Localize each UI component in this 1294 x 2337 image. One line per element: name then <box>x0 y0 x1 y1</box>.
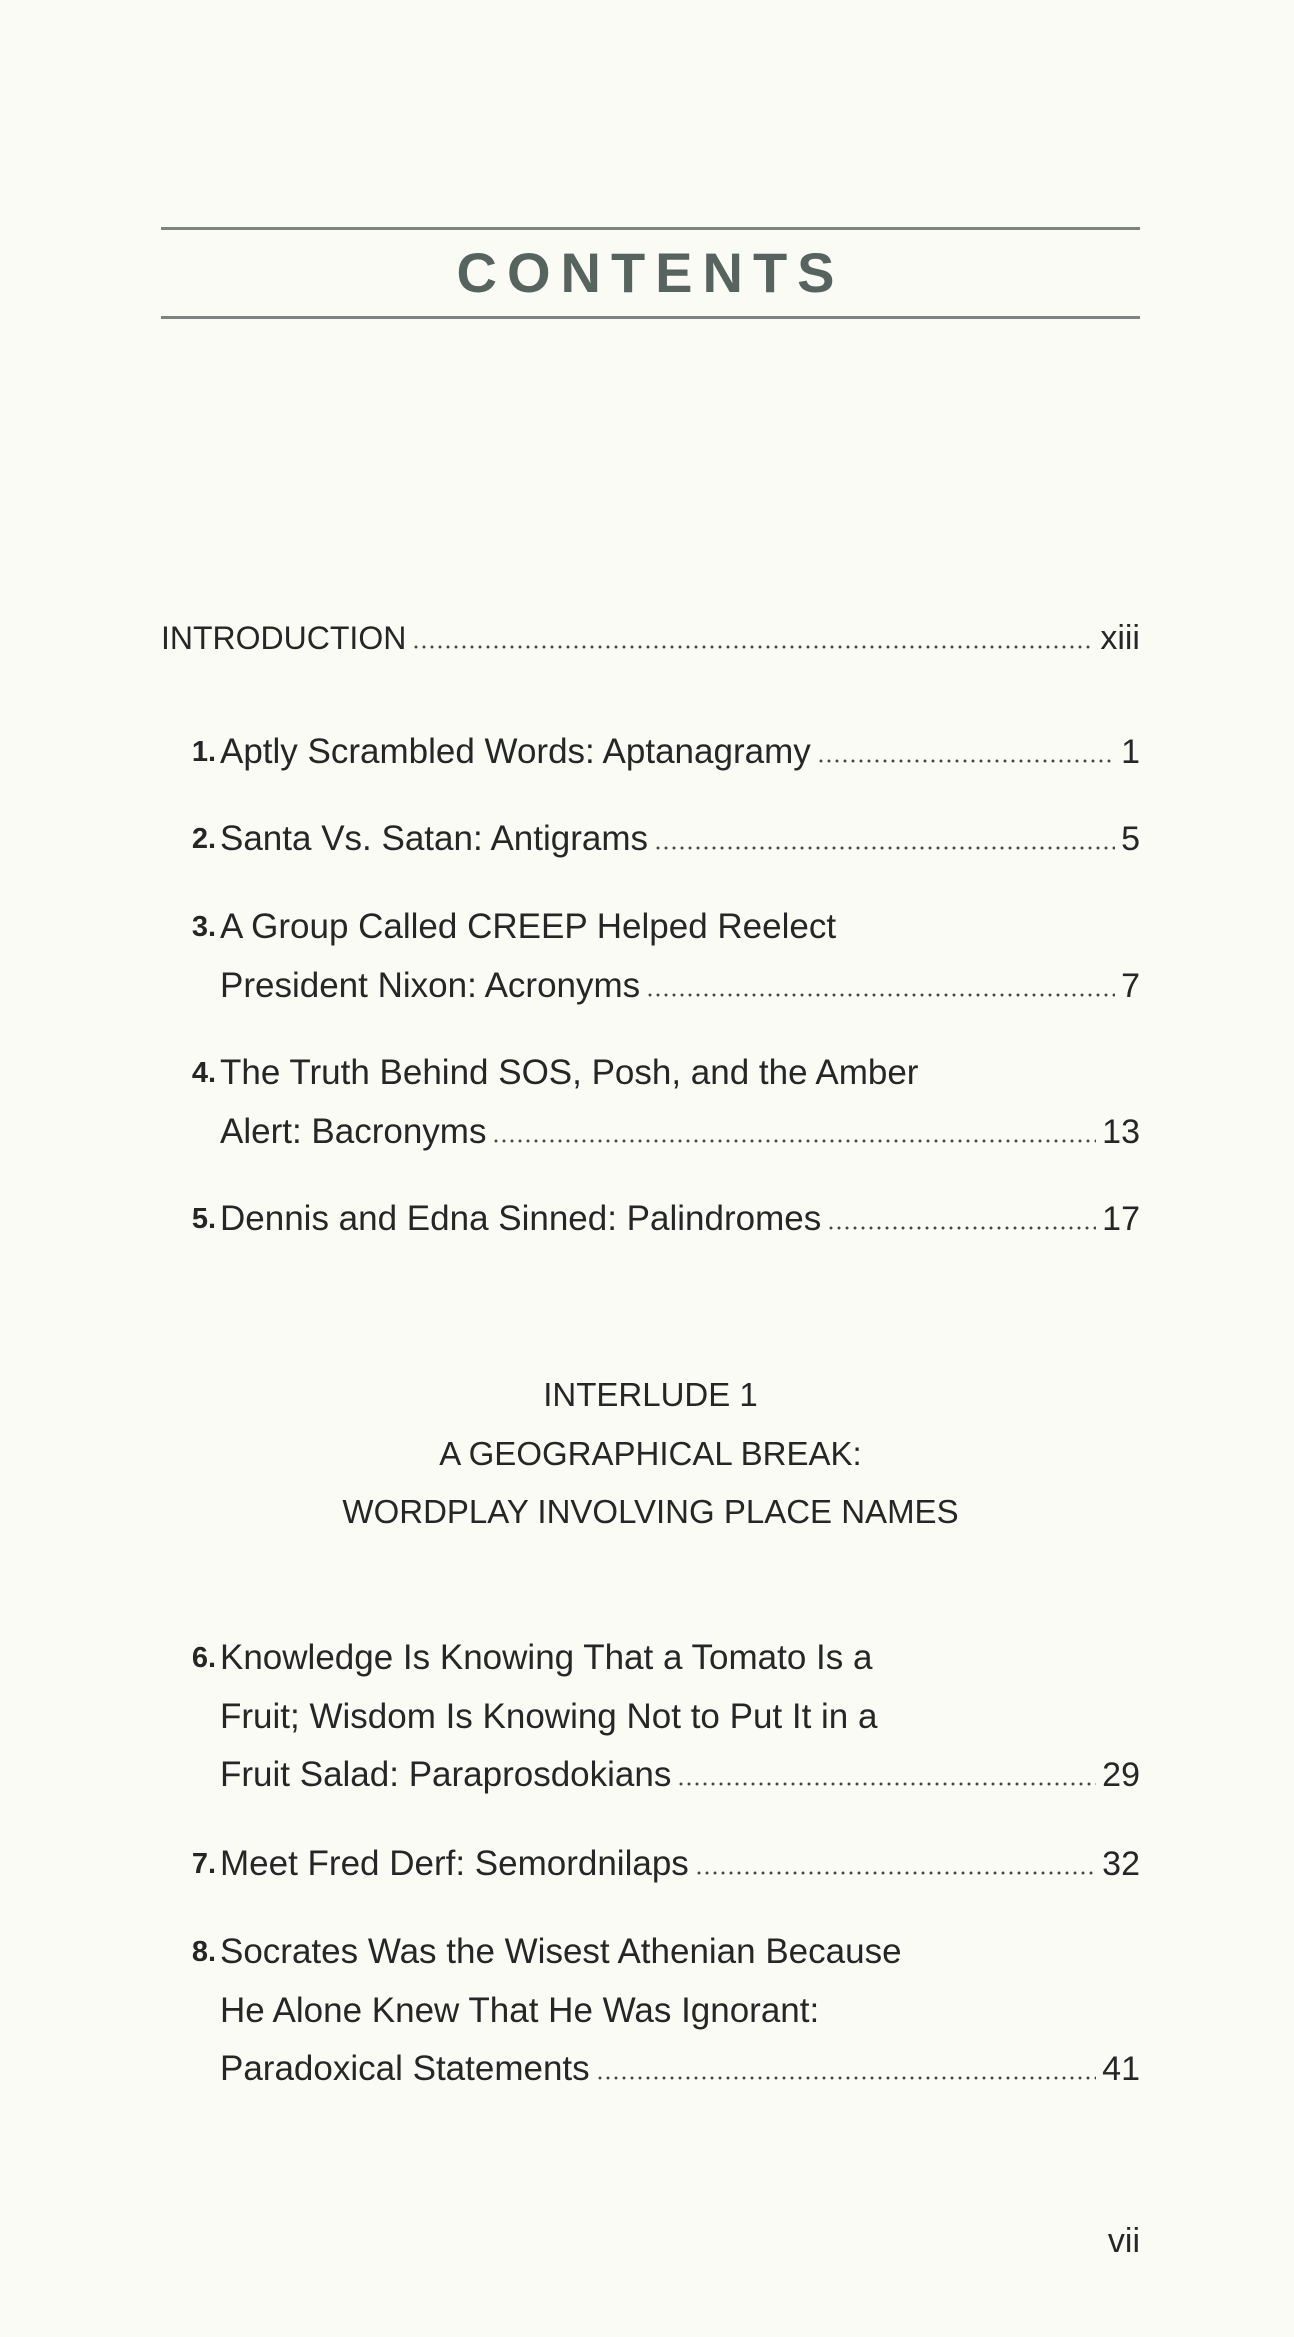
entry-title: He Alone Knew That He Was Ignorant: <box>220 1990 820 2030</box>
entry-page: 41 <box>1102 2050 1140 2088</box>
page-number: vii <box>1107 2222 1140 2260</box>
entry-page: 32 <box>1102 1845 1140 1883</box>
dot-leader <box>827 1226 1096 1230</box>
toc-entry[interactable] <box>191 817 1140 861</box>
dot-leader <box>695 1871 1096 1875</box>
entry-title: President Nixon: Acronyms <box>220 965 641 1005</box>
chapter-number: 6. <box>191 1642 216 1674</box>
dot-leader <box>654 846 1115 850</box>
toc-entry[interactable] <box>220 2047 1140 2091</box>
entry-title: Socrates Was the Wisest Athenian Because <box>220 1932 902 1971</box>
entry-title: Alert: Bacronyms <box>220 1111 487 1151</box>
entry-page: 17 <box>1102 1200 1140 1238</box>
interlude-line: INTERLUDE 1 <box>543 1376 758 1413</box>
entry-page: 5 <box>1121 820 1140 858</box>
toc-entry-line[interactable] <box>220 1989 1140 2033</box>
toc-entry-line[interactable] <box>191 1930 1140 1974</box>
toc-entry[interactable] <box>220 1753 1140 1797</box>
entry-title: Fruit; Wisdom Is Knowing Not to Put It in a <box>220 1696 878 1736</box>
entry-title: A Group Called CREEP Helped Reelect <box>220 907 837 946</box>
dot-leader <box>646 993 1115 997</box>
chapter-number: 3. <box>191 911 216 943</box>
entry-title: Knowledge Is Knowing That a Tomato Is a <box>220 1638 873 1677</box>
entry-title: Meet Fred Derf: Semordnilaps <box>220 1844 689 1883</box>
toc-entry-introduction[interactable] <box>161 616 1140 660</box>
entry-page: 13 <box>1102 1112 1140 1151</box>
toc-entry[interactable] <box>191 1842 1140 1886</box>
entry-title: INTRODUCTION <box>161 620 407 656</box>
interlude-line: WORDPLAY INVOLVING PLACE NAMES <box>342 1493 959 1530</box>
toc-entry-line[interactable] <box>191 905 1140 949</box>
chapter-number: 7. <box>191 1848 216 1880</box>
top-rule <box>161 227 1140 230</box>
toc-entry[interactable] <box>220 1110 1140 1154</box>
chapter-number: 4. <box>191 1057 216 1089</box>
dot-leader <box>412 645 1094 649</box>
entry-title: Aptly Scrambled Words: Aptanagramy <box>220 732 811 771</box>
interlude-heading <box>161 1366 1140 1542</box>
entry-title: Dennis and Edna Sinned: Palindromes <box>220 1199 822 1238</box>
toc-entry-line[interactable] <box>191 1051 1140 1095</box>
entry-page: xiii <box>1100 619 1140 657</box>
entry-page: 29 <box>1102 1756 1140 1794</box>
dot-leader <box>817 759 1115 763</box>
dot-leader <box>596 2076 1097 2080</box>
entry-page: 1 <box>1121 733 1140 771</box>
entry-title: Santa Vs. Satan: Antigrams <box>220 819 649 858</box>
toc-entry[interactable] <box>191 1197 1140 1241</box>
chapter-number: 2. <box>191 823 216 855</box>
entry-title: The Truth Behind SOS, Posh, and the Amber <box>220 1053 919 1092</box>
toc-entry-line[interactable] <box>191 1636 1140 1680</box>
interlude-line: A GEOGRAPHICAL BREAK: <box>439 1434 862 1472</box>
entry-title: Paradoxical Statements <box>220 2049 590 2088</box>
dot-leader <box>677 1782 1096 1786</box>
chapter-number: 1. <box>191 736 216 768</box>
toc-entry[interactable] <box>191 730 1140 774</box>
entry-page: 7 <box>1121 966 1140 1005</box>
chapter-number: 5. <box>191 1203 216 1235</box>
toc-entry[interactable] <box>220 964 1140 1008</box>
bottom-rule <box>161 316 1140 319</box>
entry-title: Fruit Salad: Paraprosdokians <box>220 1755 672 1794</box>
toc-entry-line[interactable] <box>220 1695 1140 1739</box>
dot-leader <box>492 1139 1096 1143</box>
chapter-number: 8. <box>191 1936 216 1968</box>
page-title: CONTENTS <box>456 241 845 304</box>
